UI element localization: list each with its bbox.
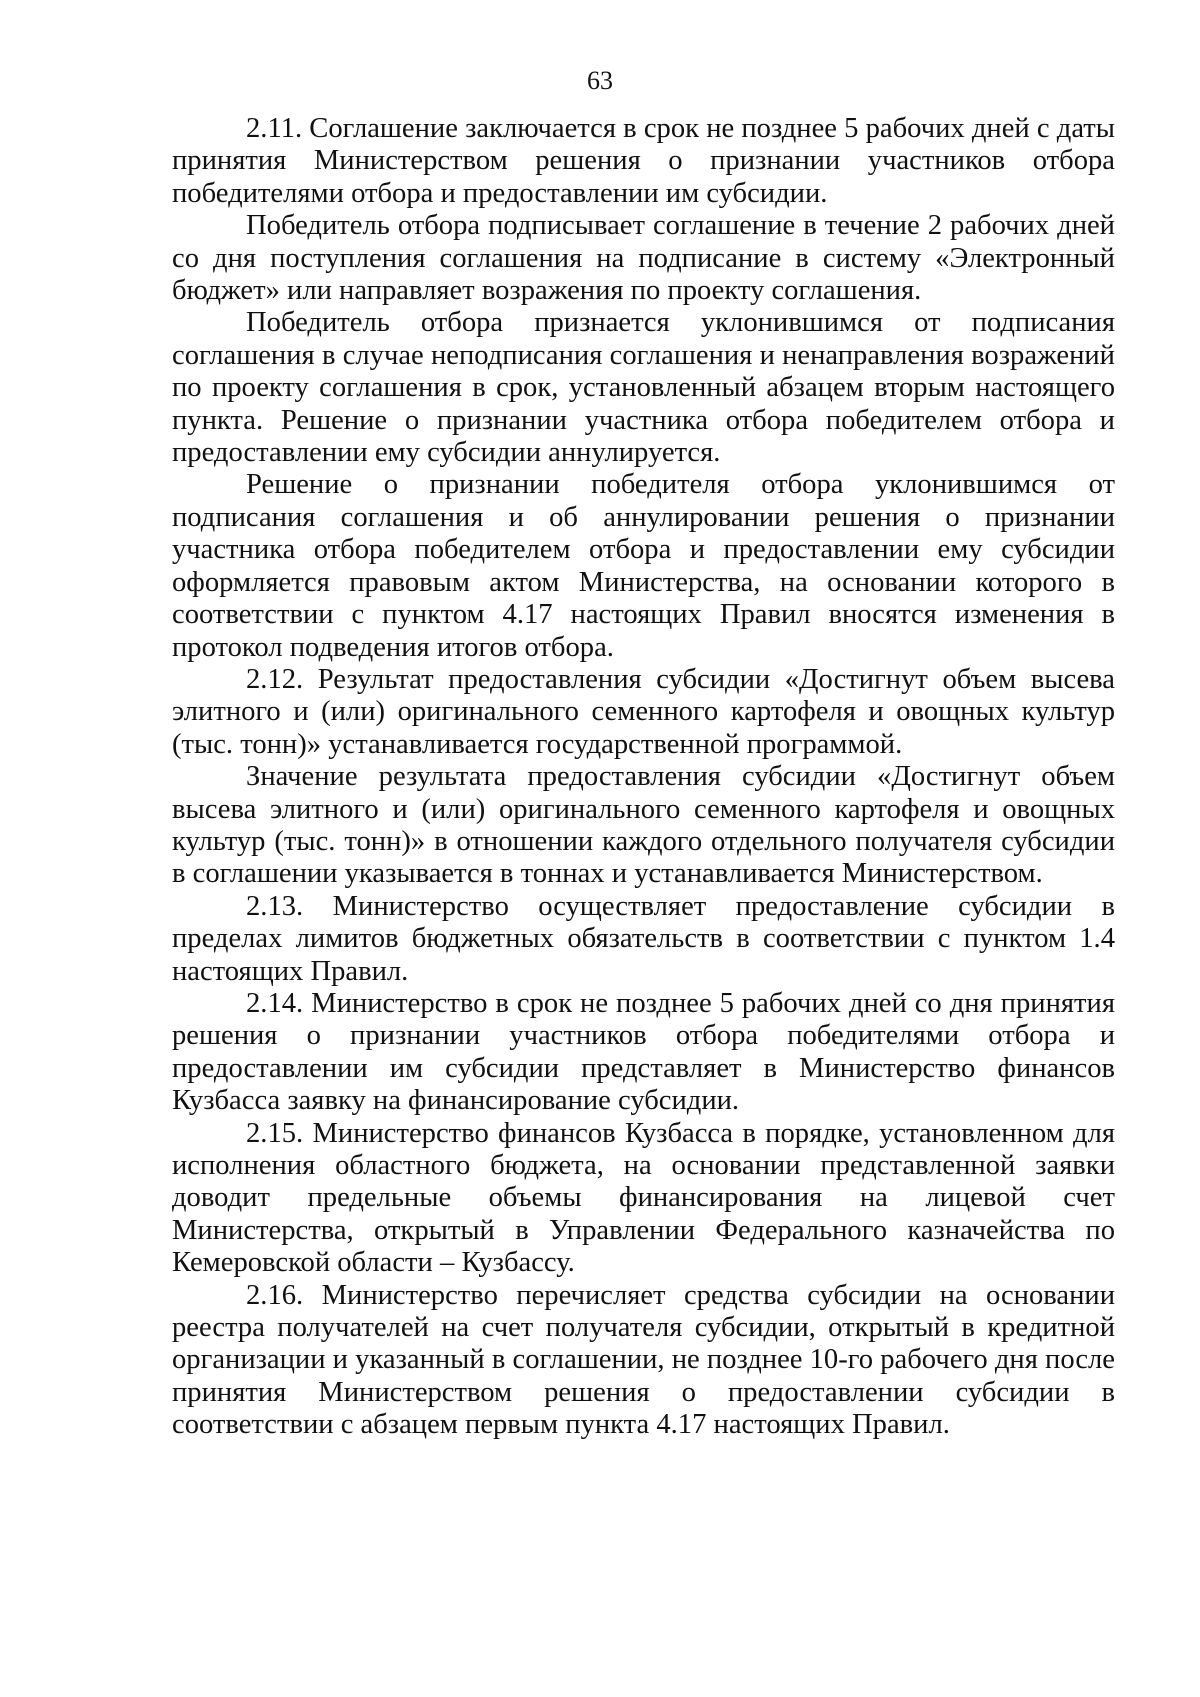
paragraph-2-12-value: Значение результата предоставления субсидии «Достигнут объем высева элитного и (или) оригинального семенного картофеля и овощных культур (тыс. тонн)» в отношении каждого отдельного получателя субсидии в соглашении указывается в тоннах и устанавливается Министерством. [172,761,1115,890]
paragraph-2-16: 2.16. Министерство перечисляет средства субсидии на основании реестра получателей на счет получателя субсидии, открытый в кредитной организации и указанный в соглашении, не позднее 10-го рабочего дня после принятия Министерством решения о предоставлении субсидии в соответствии с абзацем первым пункта 4.17 настоящих Правил. [172,1279,1115,1441]
document-body [172,113,1115,1442]
paragraph-2-11-evasion: Победитель отбора признается уклонившимся от подписания соглашения в случае неподписания соглашения и ненаправления возражений по проекту соглашения в срок, установленный абзацем вторым настоящего пункта. Решение о признании участника отбора победителем отбора и предоставлении ему субсидии аннулируется. [172,307,1115,469]
paragraph-2-12: 2.12. Результат предоставления субсидии «Достигнут объем высева элитного и (или) оригинального семенного картофеля и овощных культур (тыс. тонн)» устанавливается государственной программой. [172,663,1115,760]
page-number: 63 [587,66,613,95]
paragraph-2-11: 2.11. Соглашение заключается в срок не позднее 5 рабочих дней с даты принятия Министерством решения о признании участников отбора победителями отбора и предоставлении им субсидии. [172,113,1115,209]
paragraph-2-11-signing: Победитель отбора подписывает соглашение в течение 2 рабочих дней со дня поступления соглашения на подписание в систему «Электронный бюджет» или направляет возражения по проекту соглашения. [172,210,1115,307]
paragraph-2-15: 2.15. Министерство финансов Кузбасса в порядке, установленном для исполнения областного бюджета, на основании представленной заявки доводит предельные объемы финансирования на лицевой счет Министерства, открытый в Управлении Федерального казначейства по Кемеровской области – Кузбассу. [172,1117,1115,1279]
paragraph-2-11-legal-act: Решение о признании победителя отбора уклонившимся от подписания соглашения и об аннулировании решения о признании участника отбора победителем отбора и предоставлении ему субсидии оформляется правовым актом Министерства, на основании которого в соответствии с пунктом 4.17 настоящих Правил вносятся изменения в протокол подведения итогов отбора. [172,469,1115,663]
paragraph-2-14: 2.14. Министерство в срок не позднее 5 рабочих дней со дня принятия решения о признании участников отбора победителями отбора и предоставлении им субсидии представляет в Министерство финансов Кузбасса заявку на финансирование субсидии. [172,987,1115,1117]
paragraph-2-13: 2.13. Министерство осуществляет предоставление субсидии в пределах лимитов бюджетных обязательств в соответствии с пунктом 1.4 настоящих Правил. [172,890,1115,987]
